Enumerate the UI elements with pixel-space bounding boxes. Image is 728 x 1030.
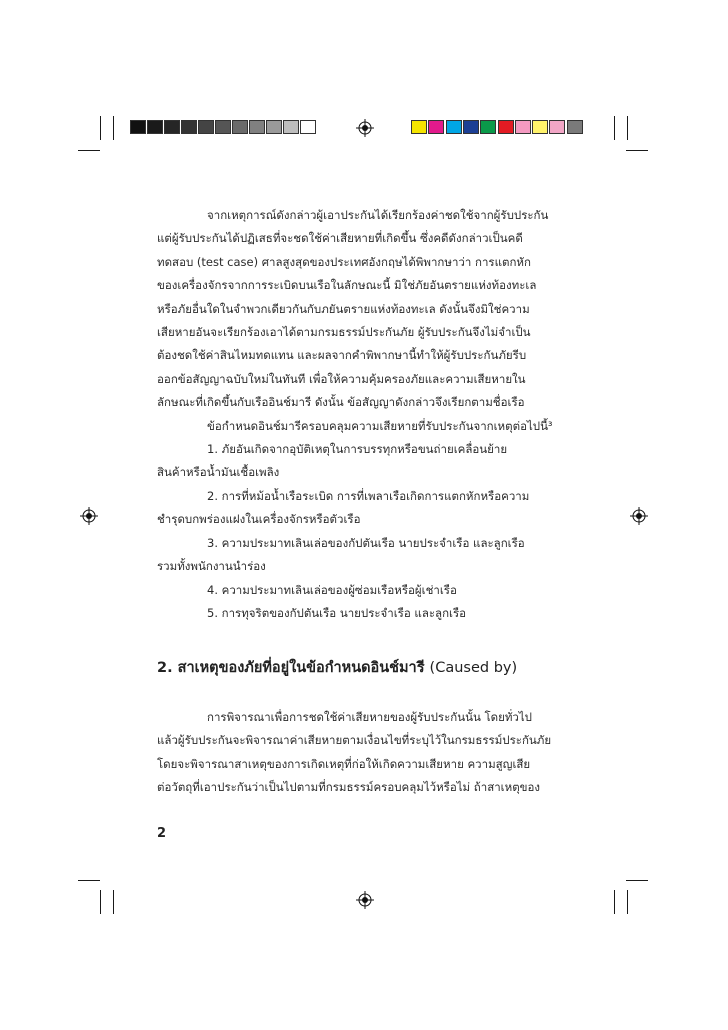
paragraph-line: การพิจารณาเพื่อการชดใช้ค่าเสียหายของผู้รับประกันนั้น โดยทั่วไป [207, 710, 532, 724]
paragraph-line: ข้อกำหนดอินช์มารีครอบคลุมความเสียหายที่รับประกันจากเหตุต่อไปนี้³ [207, 418, 553, 433]
list-item: 3. ความประมาทเลินเล่อของกัปตันเรือ นายประจำเรือ และลูกเรือ [207, 535, 525, 550]
section-title-english: (Caused by) [429, 660, 518, 676]
grayscale-swatch [215, 120, 231, 134]
paragraph-line: ต้องชดใช้ค่าสินไหมทดแทน และผลจากคำพิพากษานี้ทำให้ผู้รับประกันภัยรีบ [157, 348, 527, 363]
section-number: 2. [157, 660, 173, 676]
color-swatch [428, 120, 444, 134]
paragraph-line: แล้วผู้รับประกันจะพิจารณาค่าเสียหายตามเงื่อนไขที่ระบุไว้ในกรมธรรม์ประกันภัย [157, 733, 552, 748]
grayscale-swatch [198, 120, 214, 134]
section-body-text [157, 706, 553, 800]
paragraph-line: ของเครื่องจักรจากการระเบิดบนเรือในลักษณะนี้ มิใช่ภัยอันตรายแห่งท้องทะเล [157, 278, 537, 293]
list-item-continuation: ชำรุดบกพร่องแฝงในเครื่องจักรหรือตัวเรือ [157, 512, 361, 527]
paragraph-line: หรือภัยอื่นใดในจำพวกเดียวกันกับภยันตรายแห่งท้องทะเล ดังนั้นจึงมิใช่ความ [157, 301, 530, 316]
page-number: 2 [157, 826, 167, 841]
color-swatch [463, 120, 479, 134]
grayscale-swatch [147, 120, 163, 134]
list-item: 5. การทุจริตของกัปตันเรือ นายประจำเรือ และลูกเรือ [207, 605, 467, 620]
registration-mark-left-icon [80, 507, 98, 525]
grayscale-swatch [164, 120, 180, 134]
list-item-continuation: รวมทั้งพนักงานนำร่อง [157, 559, 266, 574]
color-swatch [549, 120, 565, 134]
registration-mark-bottom-icon [356, 891, 374, 909]
list-item-continuation: สินค้าหรือน้ำมันเชื้อเพลิง [157, 465, 280, 480]
color-swatch [532, 120, 548, 134]
grayscale-swatch [266, 120, 282, 134]
grayscale-swatch [249, 120, 265, 134]
paragraph-line: ลักษณะที่เกิดขึ้นกับเรืออินช์มารี ดังนั้น ข้อสัญญาดังกล่าวจึงเรียกตามชื่อเรือ [157, 395, 525, 410]
section-title-thai: สาเหตุของภัยที่อยู่ในข้อกำหนดอินช์มารี [177, 660, 425, 676]
list-item: 4. ความประมาทเลินเล่อของผู้ซ่อมเรือหรือผู้เช่าเรือ [207, 582, 457, 597]
color-swatch [411, 120, 427, 134]
grayscale-swatch [283, 120, 299, 134]
paragraph-line: ทดสอบ (test case) ศาลสูงสุดของประเทศอังกฤษได้พิพากษาว่า การแตกหัก [157, 254, 531, 269]
paragraph-line: จากเหตุการณ์ดังกล่าวผู้เอาประกันได้เรียกร้องค่าชดใช้จากผู้รับประกัน [207, 208, 549, 222]
color-swatch [515, 120, 531, 134]
color-swatch [480, 120, 496, 134]
color-swatch [498, 120, 514, 134]
paragraph-line: แต่ผู้รับประกันได้ปฏิเสธที่จะชดใช้ค่าเสียหายที่เกิดขึ้น ซึ่งคดีดังกล่าวเป็นคดี [157, 231, 523, 246]
grayscale-swatch [130, 120, 146, 134]
body-text [157, 204, 553, 625]
registration-mark-top-icon [356, 119, 374, 137]
section-heading [157, 656, 557, 679]
list-item: 1. ภัยอันเกิดจากอุบัติเหตุในการบรรทุกหรือขนถ่ายเคลื่อนย้าย [207, 442, 508, 457]
list-item: 2. การที่หม้อน้ำเรือระเบิด การที่เพลาเรือเกิดการแตกหักหรือความ [207, 488, 530, 503]
grayscale-swatch [300, 120, 316, 134]
grayscale-swatch [181, 120, 197, 134]
color-swatch [567, 120, 583, 134]
paragraph-line: โดยจะพิจารณาสาเหตุของการเกิดเหตุที่ก่อให้เกิดความเสียหาย ความสูญเสีย [157, 756, 531, 771]
paragraph-line: เสียหายอันจะเรียกร้องเอาได้ตามกรมธรรม์ประกันภัย ผู้รับประกันจึงไม่จำเป็น [157, 325, 531, 340]
registration-mark-right-icon [630, 507, 648, 525]
grayscale-swatch [232, 120, 248, 134]
paragraph-line: ออกข้อสัญญาฉบับใหม่ในทันที เพื่อให้ความคุ้มครองภัยและความเสียหายใน [157, 371, 526, 386]
color-swatch [446, 120, 462, 134]
paragraph-line: ต่อวัตถุที่เอาประกันว่าเป็นไปตามที่กรมธรรม์ครอบคลุมไว้หรือไม่ ถ้าสาเหตุของ [157, 780, 541, 795]
